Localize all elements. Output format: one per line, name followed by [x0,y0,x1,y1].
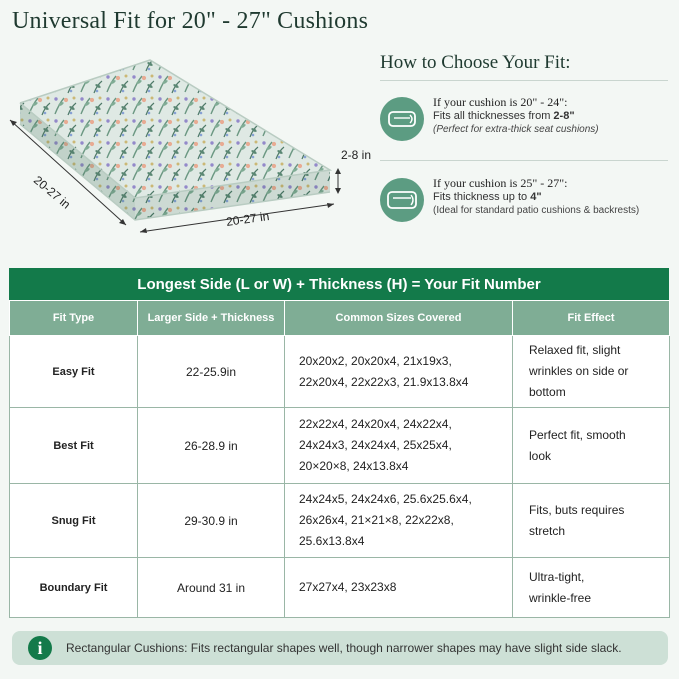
fit-option-value: 2-8" [553,110,575,122]
size-line: 22x20x4, 22x22x3, 21.9x13.8x4 [299,374,469,389]
size-line: 20×20×8, 24x13.8x4 [299,459,409,473]
effect-line: bottom [529,385,566,399]
range-cell: 22-25.9in [138,336,285,408]
size-line: 26x26x4, 21×21×8, 22x22x8, [299,513,454,527]
fit-option-line: Fits all thicknesses from [433,110,554,122]
note-text: Rectangular Cushions: Fits rectangular shapes well, though narrower shapes may have slight side slack. [66,641,622,655]
rectangular-note [12,631,668,665]
cushion-fit-icon [380,178,424,222]
effect-cell [513,408,670,484]
range-cell: Around 31 in [138,558,285,618]
fit-option-heading: If your cushion is 25" - 27": [433,176,568,190]
effect-line: Relaxed fit, slight [529,343,621,357]
fit-option-small [380,93,675,153]
dimension-label-left: 20-27 in [31,173,74,212]
cushion-fit-icon [380,97,424,141]
fit-option-value: 4" [530,191,542,203]
cushion-illustration [0,50,380,270]
fit-option-large [380,174,675,234]
table-header-row [10,301,670,336]
table-banner: Longest Side (L or W) + Thickness (H) = Your Fit Number [9,268,669,300]
effect-line: wrinkles on side or [529,364,629,378]
effect-line: Perfect fit, smooth [529,427,626,442]
table-row [10,558,670,618]
sizes-cell [285,336,513,408]
cushion-graphic [0,50,380,270]
effect-line: Ultra-tight, [529,569,585,584]
column-header: Common Sizes Covered [285,301,513,336]
dimension-label-bottom: 20-27 in [225,209,271,229]
fit-table-grid [9,300,670,618]
effect-line: Fits, buts requires [529,502,625,517]
range-cell: 29-30.9 in [138,484,285,558]
effect-cell [513,484,670,558]
size-line: 24x24x3, 24x24x4, 25x25x4, [299,438,452,452]
table-row [10,484,670,558]
fit-option-note: (Ideal for standard patio cushions & backrests) [433,205,640,216]
choose-fit-title: How to Choose Your Fit: [380,52,571,73]
dimension-label-height: 2-8 in [341,148,372,162]
fit-option-note: (Perfect for extra-thick seat cushions) [433,124,599,135]
column-header: Fit Effect [513,301,670,336]
fit-option-line: Fits thickness up to [433,191,531,203]
page-title: Universal Fit for 20" - 27" Cushions [12,8,369,34]
sizes-cell [285,558,513,618]
effect-cell [513,336,670,408]
size-line: 20x20x2, 20x20x4, 21x19x3, [299,353,452,368]
effect-line: look [529,448,552,463]
sizes-cell [285,484,513,558]
effect-line: wrinkle-free [529,590,592,605]
fit-type-cell: Boundary Fit [10,558,138,618]
size-line: 22x22x4, 24x20x4, 24x22x4, [299,417,452,431]
table-row [10,336,670,408]
size-line: 27x27x4, 23x23x8 [299,580,397,594]
table-row [10,408,670,484]
column-header: Larger Side + Thickness [138,301,285,336]
divider [380,80,668,81]
info-icon: i [28,636,52,660]
effect-line: stretch [529,523,566,538]
size-line: 24x24x5, 24x24x6, 25.6x25.6x4, [299,492,472,506]
divider [380,160,668,161]
effect-cell [513,558,670,618]
size-line: 25.6x13.8x4 [299,534,365,548]
fit-type-cell: Easy Fit [10,336,138,408]
sizes-cell [285,408,513,484]
fit-table [9,268,669,617]
fit-type-cell: Snug Fit [10,484,138,558]
range-cell: 26-28.9 in [138,408,285,484]
fit-type-cell: Best Fit [10,408,138,484]
column-header: Fit Type [10,301,138,336]
fit-option-heading: If your cushion is 20" - 24": [433,95,568,109]
